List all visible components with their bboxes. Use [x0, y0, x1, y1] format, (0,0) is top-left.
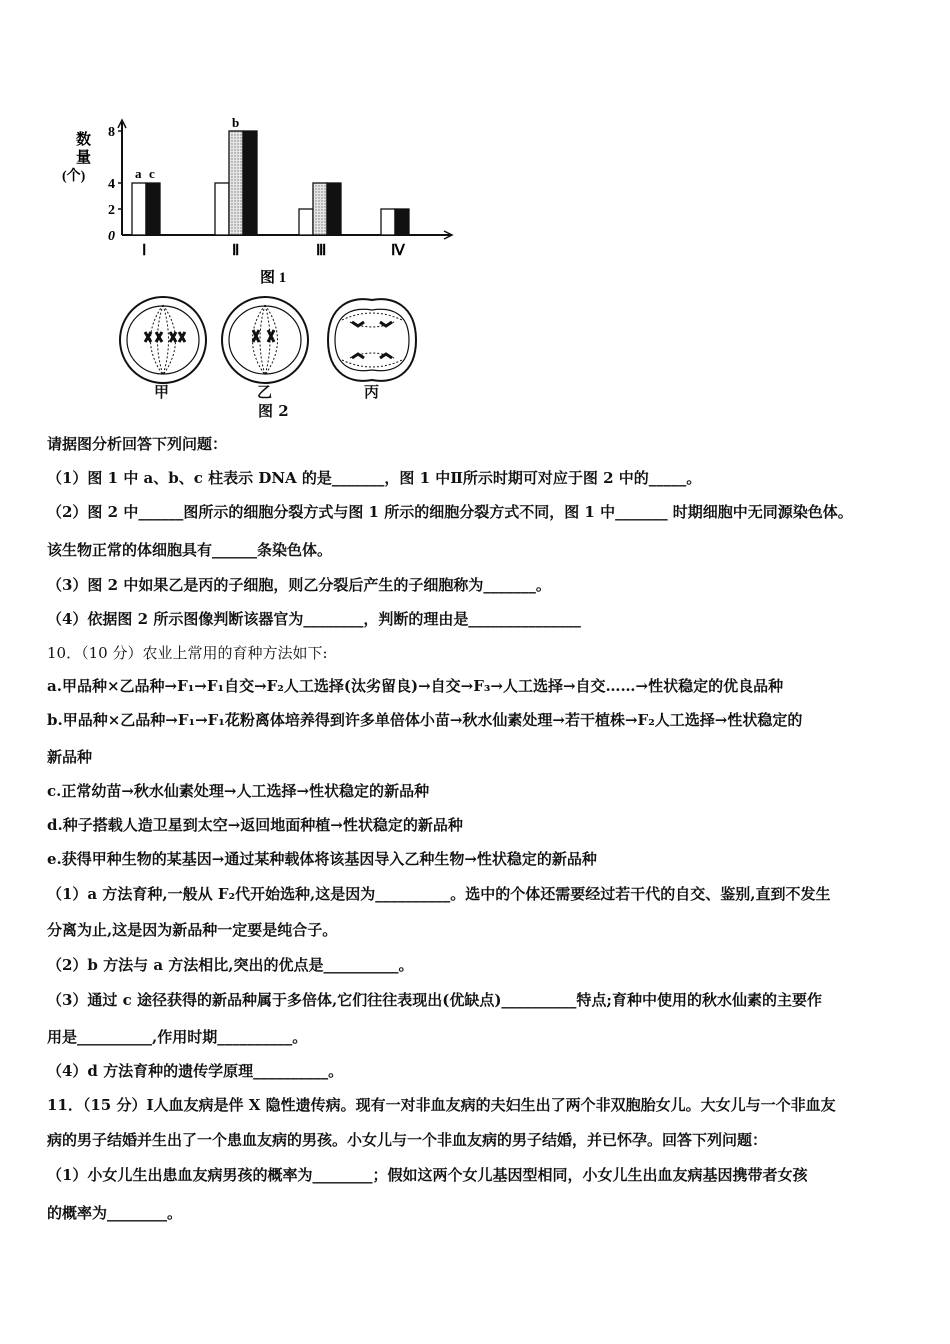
y-tick-label: 4 [108, 177, 115, 192]
method-a: a.甲品种×乙品种→F₁→F₁自交→F₂人工选择(汰劣留良)→自交→F₃→人工选择→自交……→性状稳定的优良品种 [47, 677, 784, 695]
y-tick-label: 8 [108, 125, 115, 140]
question-10-2: （2）b 方法与 a 方法相比,突出的优点是__________。 [47, 956, 414, 974]
question-11-1-cont: 的概率为________。 [47, 1204, 183, 1222]
bar-a-4 [381, 209, 395, 235]
bar-c-2 [243, 131, 257, 235]
question-10-4: （4）d 方法育种的遗传学原理__________。 [47, 1062, 344, 1080]
figures-area [60, 110, 480, 430]
figure-2-caption: 图 2 [258, 402, 289, 420]
question-9-2: （2）图 2 中______图所示的细胞分裂方式与图 1 所示的细胞分裂方式不同，图 1 中_______ 时期细胞中无同源染色体。 [47, 503, 853, 521]
bar-b-3 [313, 183, 327, 235]
question-10-heading: 10．（10 分）农业上常用的育种方法如下: [47, 644, 328, 662]
cell-yi [222, 297, 308, 383]
intro-prompt: 请据图分析回答下列问题： [47, 435, 228, 453]
bar-a-1 [132, 183, 146, 235]
question-11-1: （1）小女儿生出患血友病男孩的概率为________；假如这两个女儿基因型相同，小女儿生出血友病基因携带者女孩 [47, 1166, 808, 1184]
figure-1-bar-chart [62, 115, 452, 286]
bar-a-3 [299, 209, 313, 235]
question-9-2-cont: 该生物正常的体细胞具有______条染色体。 [47, 541, 333, 559]
ylabel-char-2: 量 [76, 150, 92, 166]
question-10-1: （1）a 方法育种,一般从 F₂代开始选种,这是因为__________。选中的个体还需要经过若干代的自交、鉴别,直到不发生 [47, 885, 831, 903]
question-10-1-cont: 分离为止,这是因为新品种一定要是纯合子。 [47, 921, 338, 939]
y-tick-label: 2 [108, 203, 115, 218]
method-d: d.种子搭载人造卫星到太空→返回地面种植→性状稳定的新品种 [47, 816, 463, 834]
method-e: e.获得甲种生物的某基因→通过某种载体将该基因导入乙种生物→性状稳定的新品种 [47, 850, 597, 868]
question-9-3: （3）图 2 中如果乙是丙的子细胞，则乙分裂后产生的子细胞称为_______。 [47, 576, 551, 594]
cell-label-bing: 丙 [364, 383, 380, 401]
category-label: Ⅱ [232, 243, 240, 259]
method-c: c.正常幼苗→秋水仙素处理→人工选择→性状稳定的新品种 [47, 782, 430, 800]
question-9-1: （1）图 1 中 a、b、c 柱表示 DNA 的是_______，图 1 中Ⅱ所示时期可对应于图 2 中的_____。 [47, 469, 702, 487]
cell-bing [328, 299, 416, 381]
cell-label-jia: 甲 [154, 383, 170, 401]
question-10-3: （3）通过 c 途径获得的新品种属于多倍体,它们往往表现出(优缺点)__________特点;育种中使用的秋水仙素的主要作 [47, 991, 822, 1009]
ylabel-char-1: 数 [76, 132, 92, 148]
cell-label-yi: 乙 [257, 383, 273, 401]
figure-2-cells [120, 297, 416, 383]
question-11-heading-cont: 病的男子结婚并生出了一个患血友病的男孩。小女儿与一个非血友病的男子结婚，并已怀孕。回答下列问题： [47, 1131, 768, 1149]
category-label: Ⅰ [142, 243, 147, 259]
bar-c-3 [327, 183, 341, 235]
method-b: b.甲品种×乙品种→F₁→F₁花粉离体培养得到许多单倍体小苗→秋水仙素处理→若干植株→F₂人工选择→性状稳定的 [47, 711, 803, 729]
y-tick-labels [108, 125, 115, 244]
question-9-4: （4）依据图 2 所示图像判断该器官为________，判断的理由是_______________ [47, 610, 581, 628]
question-11-heading: 11．（15 分）Ⅰ人血友病是伴 X 隐性遗传病。现有一对非血友病的夫妇生出了两个非双胞胎女儿。大女儿与一个非血友 [47, 1096, 836, 1114]
category-label: Ⅲ [316, 243, 327, 259]
category-label: Ⅳ [391, 243, 405, 259]
y-tick-label: 0 [108, 229, 115, 244]
series-label-c: c [149, 166, 155, 181]
bar-a-2 [215, 183, 229, 235]
question-10-3-cont: 用是__________,作用时期__________。 [47, 1028, 308, 1046]
ylabel-unit: (个) [62, 169, 86, 184]
category-labels [142, 243, 406, 259]
series-label-b: b [232, 115, 240, 130]
bar-c-1 [146, 183, 160, 235]
bar-b-2 [229, 131, 243, 235]
method-b-cont: 新品种 [47, 748, 93, 766]
series-label-a: a [135, 166, 142, 181]
bar-c-4 [395, 209, 409, 235]
figure-1-caption: 图 1 [260, 270, 287, 286]
cell-jia [120, 297, 206, 383]
bar-series-labels [135, 115, 239, 181]
bars-group [132, 131, 409, 235]
